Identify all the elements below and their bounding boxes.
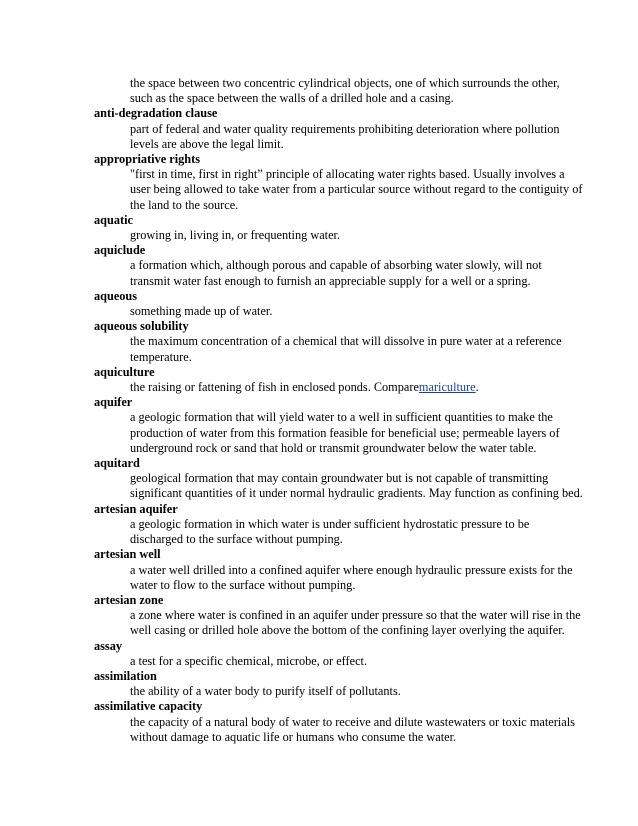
glossary-entry [94, 547, 584, 593]
definition: a formation which, although porous and capable of absorbing water slowly, will not transmit water fast enough to furnish an appreciable supply for a well or a spring. [130, 258, 542, 288]
term: anti-degradation clause [94, 106, 218, 121]
definition: geological formation that may contain groundwater but is not capable of transmitting significant quantities of it under normal hydraulic gradients. May function as confining bed. [130, 471, 583, 501]
definition: "first in time, first in right” principle of allocating water rights based. Usually involves a user being allowed to take water from a particular source without regard to the contiguity of the land to the source. [130, 167, 583, 212]
definition: a zone where water is confined in an aquifer under pressure so that the water will rise in the well casing or drilled hole above the bottom of the confining layer overlying the aquifer. [130, 608, 581, 638]
glossary-entry [94, 593, 584, 639]
definition-text: the raising or fattening of fish in enclosed ponds. Compare [130, 380, 419, 395]
glossary-entry [94, 395, 584, 456]
definition: a water well drilled into a confined aquifer where enough hydraulic pressure exists for the water to flow to the surface without pumping. [130, 562, 573, 592]
mariculture-link[interactable]: mariculture [418, 380, 476, 395]
definition: a geologic formation in which water is under sufficient hydrostatic pressure to be discharged to the surface without pumping. [130, 516, 530, 547]
glossary-entry [94, 456, 584, 502]
term: aquiculture [94, 364, 155, 379]
term: aquiclude [94, 243, 146, 258]
definition: the ability of a water body to purify itself of pollutants. [130, 684, 401, 699]
definition: the capacity of a natural body of water to receive and dilute wastewaters or toxic materials without damage to aquatic life or humans who consume the water. [130, 714, 575, 744]
term: aqueous [94, 288, 138, 303]
term: aquifer [94, 395, 133, 410]
term: assimilation [94, 668, 157, 683]
glossary-entry [94, 502, 584, 548]
term: artesian well [94, 547, 161, 562]
term: appropriative rights [94, 152, 201, 167]
term: assay [94, 638, 123, 653]
definition: a test for a specific chemical, microbe, or effect. [130, 653, 368, 668]
term: aqueous solubility [94, 319, 189, 334]
glossary-entry [94, 319, 584, 365]
definition: part of federal and water quality requirements prohibiting deterioration where pollution levels are above the legal limit. [130, 121, 560, 151]
definition: the maximum concentration of a chemical that will dissolve in pure water at a reference temperature. [130, 334, 562, 364]
definition: something made up of water. [130, 304, 273, 319]
intro-definition: the space between two concentric cylindrical objects, one of which surrounds the other, such as the space between the walls of a drilled hole and a casing. [130, 76, 560, 106]
glossary-entry [94, 213, 584, 243]
term: artesian zone [94, 592, 164, 607]
term: aquitard [94, 456, 140, 471]
glossary-entry [94, 106, 584, 152]
glossary-entry [94, 639, 584, 669]
definition: a geologic formation that will yield water to a well in sufficient quantities to make the production of water from this formation feasible for beneficial use; permeable layers of underground rock or sand that hold or transmit groundwater below the water table. [130, 410, 560, 455]
term: aquatic [94, 212, 133, 227]
glossary-entry [94, 669, 584, 699]
glossary-entry [94, 152, 584, 213]
definition [94, 380, 584, 395]
term: artesian aquifer [94, 501, 178, 516]
glossary-entry [94, 365, 584, 395]
definition-end: . [475, 380, 479, 395]
glossary-page [94, 76, 584, 745]
glossary-entry [94, 699, 584, 745]
glossary-entry [94, 243, 584, 289]
glossary-entry [94, 289, 584, 319]
term: assimilative capacity [94, 699, 203, 714]
definition: growing in, living in, or frequenting water. [130, 228, 341, 243]
